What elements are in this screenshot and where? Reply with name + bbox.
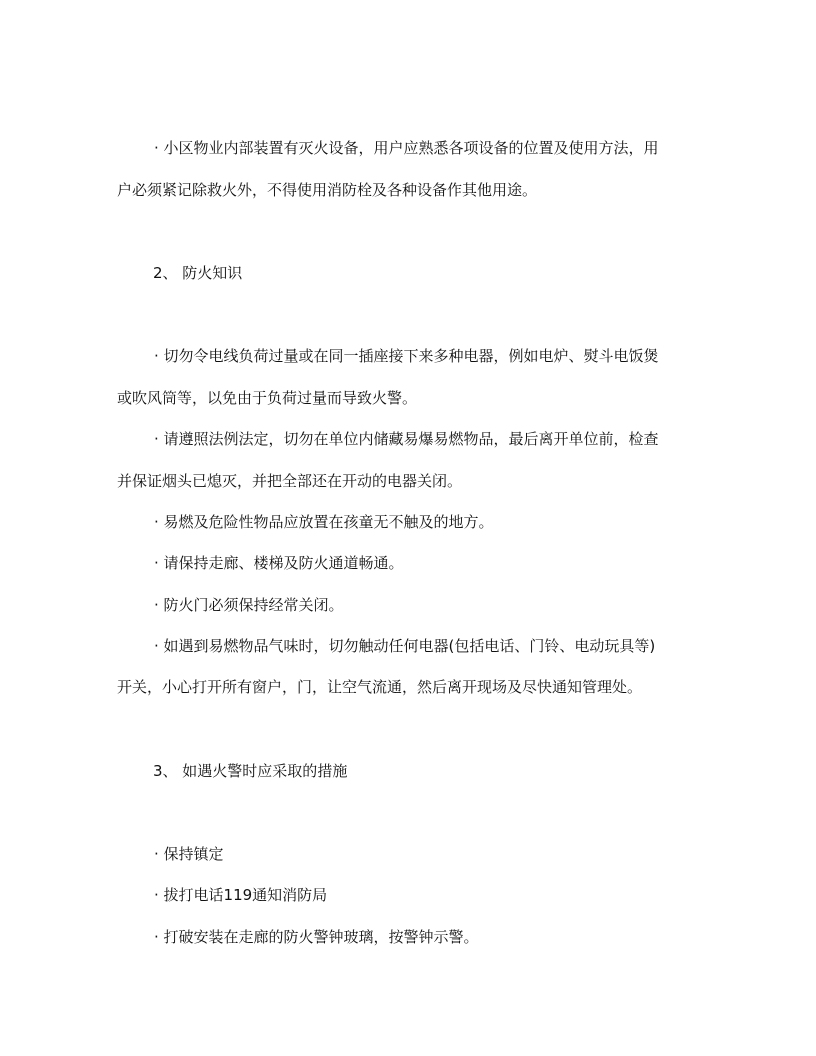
paragraph-text: · 请保持走廊、楼梯及防火通道畅通。 bbox=[154, 554, 404, 572]
paragraph-text: · 小区物业内部装置有灭火设备，用户应熟悉各项设备的位置及使用方法，用 bbox=[154, 139, 659, 157]
paragraph-text: 户必须紧记除救火外，不得使用消防栓及各种设备作其他用途。 bbox=[117, 181, 538, 199]
paragraph-text: 并保证烟头已熄灭，并把全部还在开动的电器关闭。 bbox=[117, 472, 463, 490]
paragraph-text: · 防火门必须保持经常关闭。 bbox=[154, 596, 344, 614]
paragraph-text: · 打破安装在走廊的防火警钟玻璃，按警钟示警。 bbox=[154, 928, 479, 946]
paragraph-text: · 切勿令电线负荷过量或在同一插座接下来多种电器，例如电炉、熨斗电饭煲 bbox=[154, 347, 659, 365]
section-heading: 3、 如遇火警时应采取的措施 bbox=[153, 762, 348, 780]
paragraph-text: · 易燃及危险性物品应放置在孩童无不触及的地方。 bbox=[154, 513, 494, 531]
paragraph-text: 或吹风筒等，以免由于负荷过量而导致火警。 bbox=[117, 389, 418, 407]
section-heading: 2、 防火知识 bbox=[153, 264, 243, 282]
paragraph-text: 开关，小心打开所有窗户，门，让空气流通，然后离开现场及尽快通知管理处。 bbox=[117, 678, 643, 696]
paragraph-text: · 保持镇定 bbox=[154, 845, 224, 863]
paragraph-text: · 拔打电话119通知消防局 bbox=[154, 886, 328, 904]
paragraph-text: · 请遵照法例法定，切勿在单位内储藏易爆易燃物品，最后离开单位前，检查 bbox=[154, 430, 659, 448]
paragraph-text: · 如遇到易燃物品气味时，切勿触动任何电器(包括电话、门铃、电动玩具等) bbox=[154, 637, 656, 655]
